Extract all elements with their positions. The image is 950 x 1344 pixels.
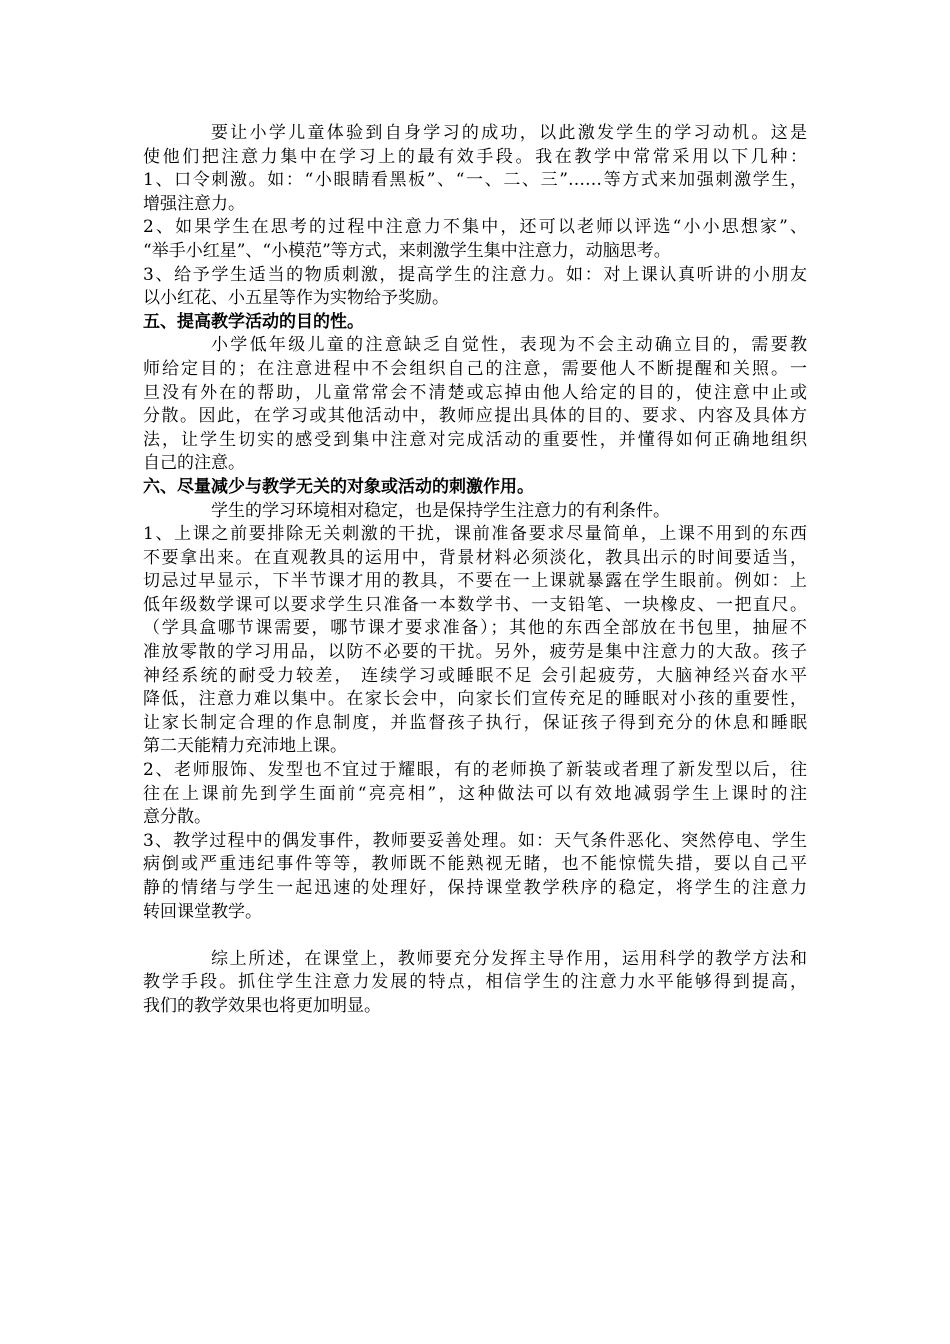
list-item-line: 低年级数学课可以要求学生只准备一本数学书、一支铅笔、一块橡皮、一把直尺。 <box>143 594 807 615</box>
paragraph-line: 旦没有外在的帮助，儿童常常会不清楚或忘掉由他人给定的目的，使注意中止或 <box>143 382 807 403</box>
paragraph-line: 要让小学儿童体验到自身学习的成功，以此激发学生的学习动机。这是 <box>211 123 807 143</box>
section-heading-6: 六、尽量减少与教学无关的对象或活动的刺激作用。 <box>143 476 534 497</box>
conclusion-line: 教学手段。抓住学生注意力发展的特点，相信学生的注意力水平能够得到提高， <box>143 972 807 993</box>
list-item-line: 3、给予学生适当的物质刺激，提高学生的注意力。如：对上课认真听讲的小朋友 <box>143 264 807 285</box>
list-item-line: 2、如果学生在思考的过程中注意力不集中，还可以老师以评选“小小思想家”、 <box>143 217 807 238</box>
list-item-line: 让家长制定合理的作息制度，并监督孩子执行，保证孩子得到充分的休息和睡眠 <box>143 712 807 733</box>
list-item-line: 1、口令刺激。如：“小眼睛看黑板”、“一、二、三”……等方式来加强刺激学生， <box>143 170 807 191</box>
list-item-line: 增强注意力。 <box>143 193 245 214</box>
list-item-line: 往在上课前先到学生面前“亮亮相”，这种做法可以有效地减弱学生上课时的注 <box>143 783 807 804</box>
list-item-line: 神经系统的耐受力较差， 连续学习或睡眠不足 会引起疲劳，大脑神经兴奋水平 <box>143 665 807 686</box>
list-item-line: 静的情绪与学生一起迅速的处理好，保持课堂教学秩序的稳定，将学生的注意力 <box>143 878 807 898</box>
paragraph-line: 分散。因此，在学习或其他活动中，教师应提出具体的目的、要求、内容及具体方 <box>143 406 807 427</box>
list-item-line: 降低，注意力难以集中。在家长会中，向家长们宣传充足的睡眠对小孩的重要性， <box>143 689 807 710</box>
section-heading-5: 五、提高教学活动的目的性。 <box>143 311 364 332</box>
list-item-line: 2、老师服饰、发型也不宜过于耀眼，有的老师换了新装或者理了新发型以后，往 <box>143 760 807 781</box>
document-body <box>143 122 807 1019</box>
list-item-line: 3、教学过程中的偶发事件，教师要妥善处理。如：天气条件恶化、突然停电、学生 <box>143 830 807 851</box>
list-item-line: 意分散。 <box>143 807 211 828</box>
paragraph-line: 学生的学习环境相对稳定，也是保持学生注意力的有利条件。 <box>211 500 670 521</box>
list-item-line: 1、上课之前要排除无关刺激的干扰，课前准备要求尽量简单，上课不用到的东西 <box>143 524 807 545</box>
paragraph-line: 师给定目的；在注意进程中不会组织自己的注意，需要他人不断提醒和关照。一 <box>143 358 807 379</box>
list-item-line: 以小红花、小五星等作为实物给予奖励。 <box>143 288 449 309</box>
paragraph-line: 小学低年级儿童的注意缺乏自觉性，表现为不会主动确立目的，需要教 <box>211 335 807 356</box>
list-item-line: 转回课堂教学。 <box>143 901 262 922</box>
list-item-line: （学具盒哪节课需要，哪节课才要求准备）；其他的东西全部放在书包里，抽屉不 <box>143 618 807 639</box>
list-item-line: 切忌过早显示，下半节课才用的教具，不要在一上课就暴露在学生眼前。例如：上 <box>143 571 807 592</box>
paragraph-line: 使他们把注意力集中在学习上的最有效手段。我在教学中常常采用以下几种： <box>143 146 807 167</box>
paragraph-line: 自己的注意。 <box>143 453 245 474</box>
list-item-line: 病倒或严重违纪事件等等，教师既不能熟视无睹，也不能惊慌失措，要以自己平 <box>143 854 807 875</box>
list-item-line: “举手小红星”、“小模范”等方式，来刺激学生集中注意力，动脑思考。 <box>143 240 671 261</box>
list-item-line: 准放零散的学习用品，以防不必要的干扰。另外，疲劳是集中注意力的大敌。孩子 <box>143 642 807 663</box>
blank-line <box>143 924 807 948</box>
paragraph-line: 法，让学生切实的感受到集中注意对完成活动的重要性，并懂得如何正确地组织 <box>143 429 807 450</box>
list-item-line: 第二天能精力充沛地上课。 <box>143 736 347 757</box>
list-item-line: 不要拿出来。在直观教具的运用中，背景材料必须淡化，教具出示的时间要适当， <box>143 547 807 568</box>
conclusion-line: 我们的教学效果也将更加明显。 <box>143 995 381 1016</box>
conclusion-line: 综上所述，在课堂上，教师要充分发挥主导作用，运用科学的教学方法和 <box>211 948 807 969</box>
